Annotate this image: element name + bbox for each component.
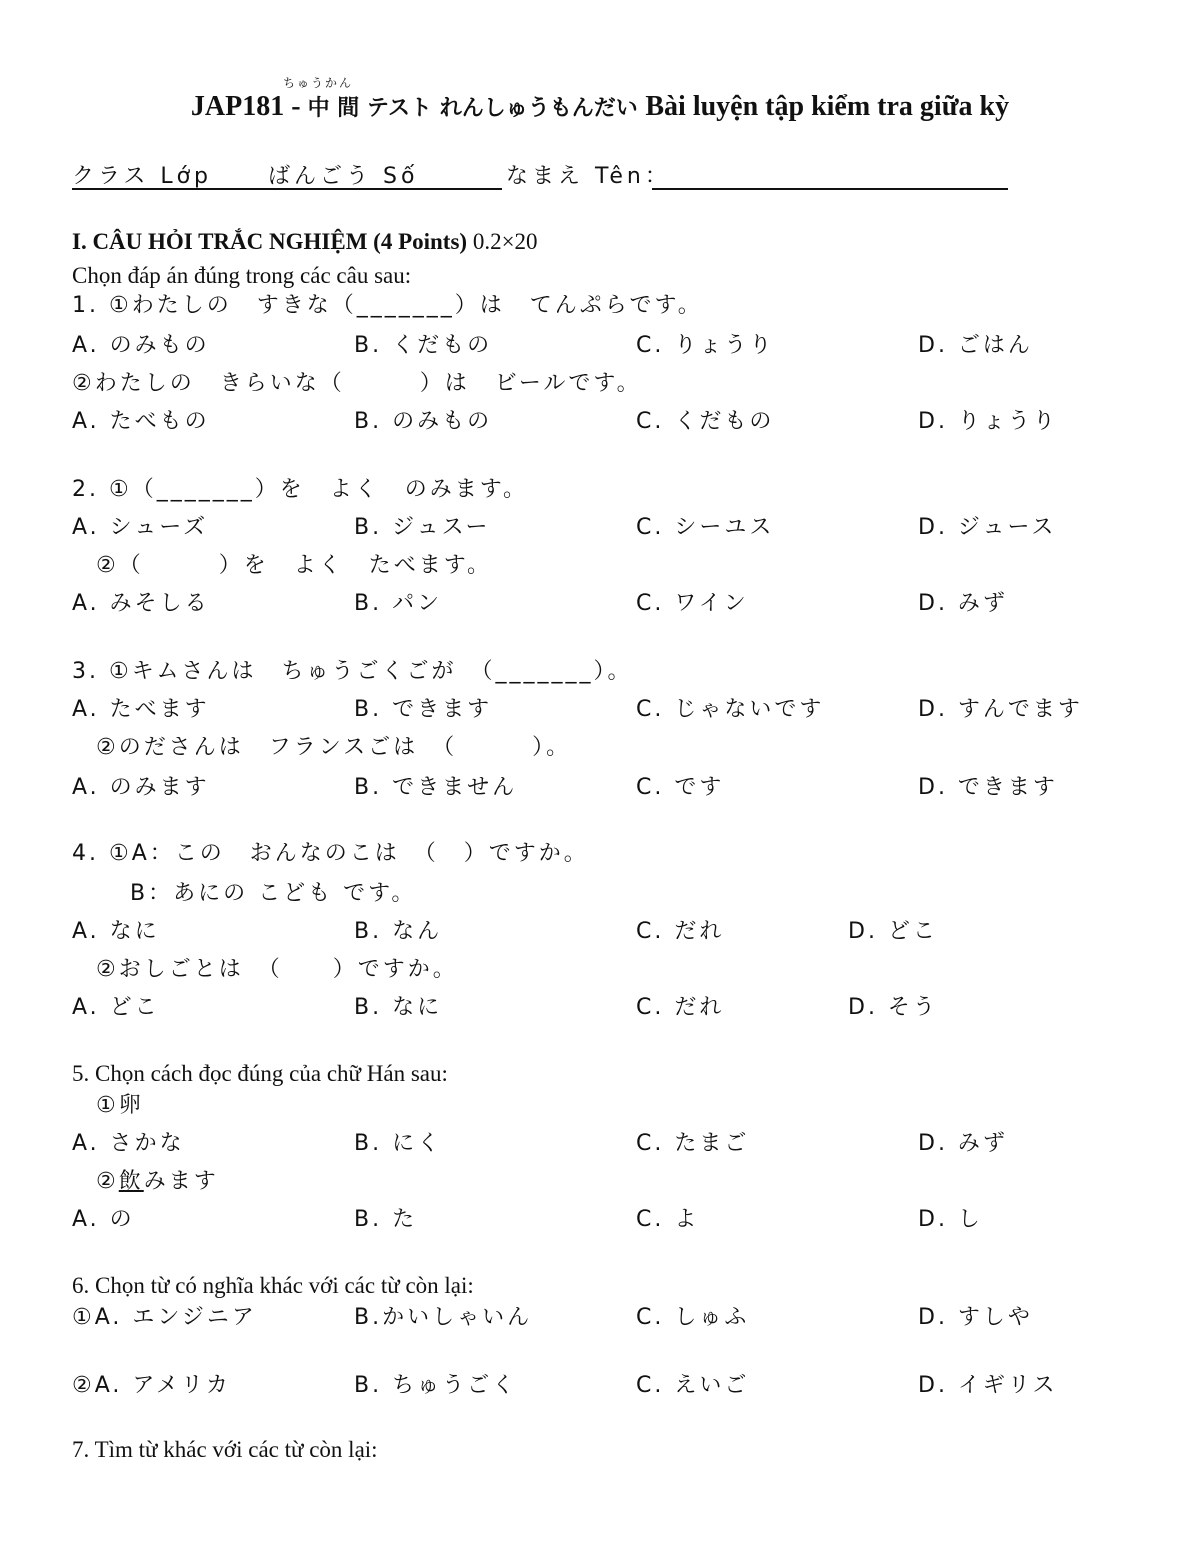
- title-furigana: ちゅうかん: [283, 76, 354, 90]
- question-1-2: ②わたしの きらいな（ ）は ビールです。: [72, 371, 642, 396]
- q5-2-option-d[interactable]: D. し: [918, 1207, 983, 1232]
- q6-2-option-c[interactable]: C. えいご: [636, 1373, 750, 1398]
- question-4-1: 4. ①A：この おんなのこは （ ）ですか。: [72, 841, 589, 866]
- class-number-underline: [72, 188, 502, 190]
- q3-1-option-b[interactable]: B. できます: [354, 697, 493, 722]
- q2-2-option-b[interactable]: B. パン: [354, 591, 443, 616]
- name-field[interactable]: [652, 188, 1008, 190]
- q4-2-option-d[interactable]: D. そう: [848, 995, 938, 1020]
- q4-2-option-b[interactable]: B. なに: [354, 995, 443, 1020]
- q5-1-option-c[interactable]: C. たまご: [636, 1131, 750, 1156]
- q2-2-option-c[interactable]: C. ワイン: [636, 591, 749, 616]
- q5-1-option-b[interactable]: B. にく: [354, 1131, 443, 1156]
- question-3-1: 3. ①キムさんは ちゅうごくごが （_______）。: [72, 659, 633, 684]
- title-vietnamese: Bài luyện tập kiểm tra giữa kỳ: [645, 91, 1010, 122]
- question-2-2: ②（ ）を よく たべます。: [96, 553, 492, 578]
- q6-2-option-d[interactable]: D. イギリス: [918, 1373, 1058, 1398]
- q4-1-option-a[interactable]: A. なに: [72, 919, 160, 944]
- title-kanji: 中 間: [307, 96, 360, 121]
- instruction: Chọn đáp án đúng trong các câu sau:: [72, 263, 412, 288]
- q4-1-option-c[interactable]: C. だれ: [636, 919, 725, 944]
- q4-2-option-c[interactable]: C. だれ: [636, 995, 725, 1020]
- q4-2-option-a[interactable]: A. どこ: [72, 995, 160, 1020]
- q3-1-option-d[interactable]: D. すんでます: [918, 697, 1083, 722]
- q5-2-option-a[interactable]: A. の: [72, 1207, 135, 1232]
- q2-1-option-a[interactable]: A. シューズ: [72, 515, 209, 540]
- q3-1-option-a[interactable]: A. たべます: [72, 697, 210, 722]
- q6-2-option-a[interactable]: ②A. アメリカ: [72, 1373, 231, 1398]
- title-japanese: テスト れんしゅうもんだい: [359, 96, 646, 121]
- q5-2-option-b[interactable]: B. た: [354, 1207, 418, 1232]
- q1-1-option-b[interactable]: B. くだもの: [354, 333, 493, 358]
- question-4-1-answer-line: B：あにの こども です。: [130, 881, 417, 906]
- q3-2-option-d[interactable]: D. できます: [918, 775, 1058, 800]
- q4-1-option-d[interactable]: D. どこ: [848, 919, 938, 944]
- q2-1-option-c[interactable]: C. シーユス: [636, 515, 775, 540]
- section-heading: I. CÂU HỎI TRẮC NGHIỆM (4 Points) 0.2×20: [72, 229, 538, 254]
- name-label: なまえ Tên：: [506, 164, 671, 189]
- q6-2-option-b[interactable]: B. ちゅうごく: [354, 1373, 518, 1398]
- q2-1-option-d[interactable]: D. ジュース: [918, 515, 1057, 540]
- q5-1-option-a[interactable]: A. さかな: [72, 1131, 185, 1156]
- q1-2-option-b[interactable]: B. のみもの: [354, 409, 493, 434]
- q1-1-option-d[interactable]: D. ごはん: [918, 333, 1033, 358]
- question-7: 7. Tìm từ khác với các từ còn lại:: [72, 1437, 378, 1462]
- question-4-2: ②おしごとは （ ）ですか。: [96, 957, 458, 982]
- underlined-kanji: 飲: [118, 1169, 144, 1194]
- q1-2-option-a[interactable]: A. たべもの: [72, 409, 210, 434]
- number-label: ばんごう Số: [268, 164, 419, 189]
- question-3-2: ②のださんは フランスごは （ ）。: [96, 735, 572, 760]
- q3-2-option-a[interactable]: A. のみます: [72, 775, 210, 800]
- question-5-2: ②飲みます: [96, 1169, 219, 1194]
- q2-2-option-d[interactable]: D. みず: [918, 591, 1008, 616]
- q2-2-option-a[interactable]: A. みそしる: [72, 591, 210, 616]
- q2-1-option-b[interactable]: B. ジュスー: [354, 515, 491, 540]
- q5-2-option-c[interactable]: C. よ: [636, 1207, 700, 1232]
- q3-2-option-b[interactable]: B. できません: [354, 775, 518, 800]
- q3-1-option-c[interactable]: C. じゃないです: [636, 697, 825, 722]
- page-title: [0, 90, 1200, 126]
- question-5: 5. Chọn cách đọc đúng của chữ Hán sau:: [72, 1061, 448, 1086]
- q6-1-option-d[interactable]: D. すしや: [918, 1305, 1033, 1330]
- question-5-1: ①卵: [96, 1093, 144, 1118]
- question-1-1: 1. ①わたしの すきな（_______）は てんぷらです。: [72, 293, 703, 318]
- title-code: JAP181 -: [190, 91, 308, 122]
- q6-1-option-c[interactable]: C. しゅふ: [636, 1305, 750, 1330]
- q1-1-option-c[interactable]: C. りょうり: [636, 333, 775, 358]
- class-label: クラス Lớp: [72, 164, 213, 189]
- question-6: 6. Chọn từ có nghĩa khác với các từ còn lại:: [72, 1273, 474, 1298]
- q1-2-option-c[interactable]: C. くだもの: [636, 409, 775, 434]
- q5-1-option-d[interactable]: D. みず: [918, 1131, 1008, 1156]
- question-2-1: 2. ①（_______）を よく のみます。: [72, 477, 528, 502]
- q1-1-option-a[interactable]: A. のみもの: [72, 333, 210, 358]
- q1-2-option-d[interactable]: D. りょうり: [918, 409, 1058, 434]
- q6-1-option-a[interactable]: ①A. エンジニア: [72, 1305, 257, 1330]
- q3-2-option-c[interactable]: C. です: [636, 775, 725, 800]
- q6-1-option-b[interactable]: B.かいしゃいん: [354, 1305, 533, 1330]
- q4-1-option-b[interactable]: B. なん: [354, 919, 443, 944]
